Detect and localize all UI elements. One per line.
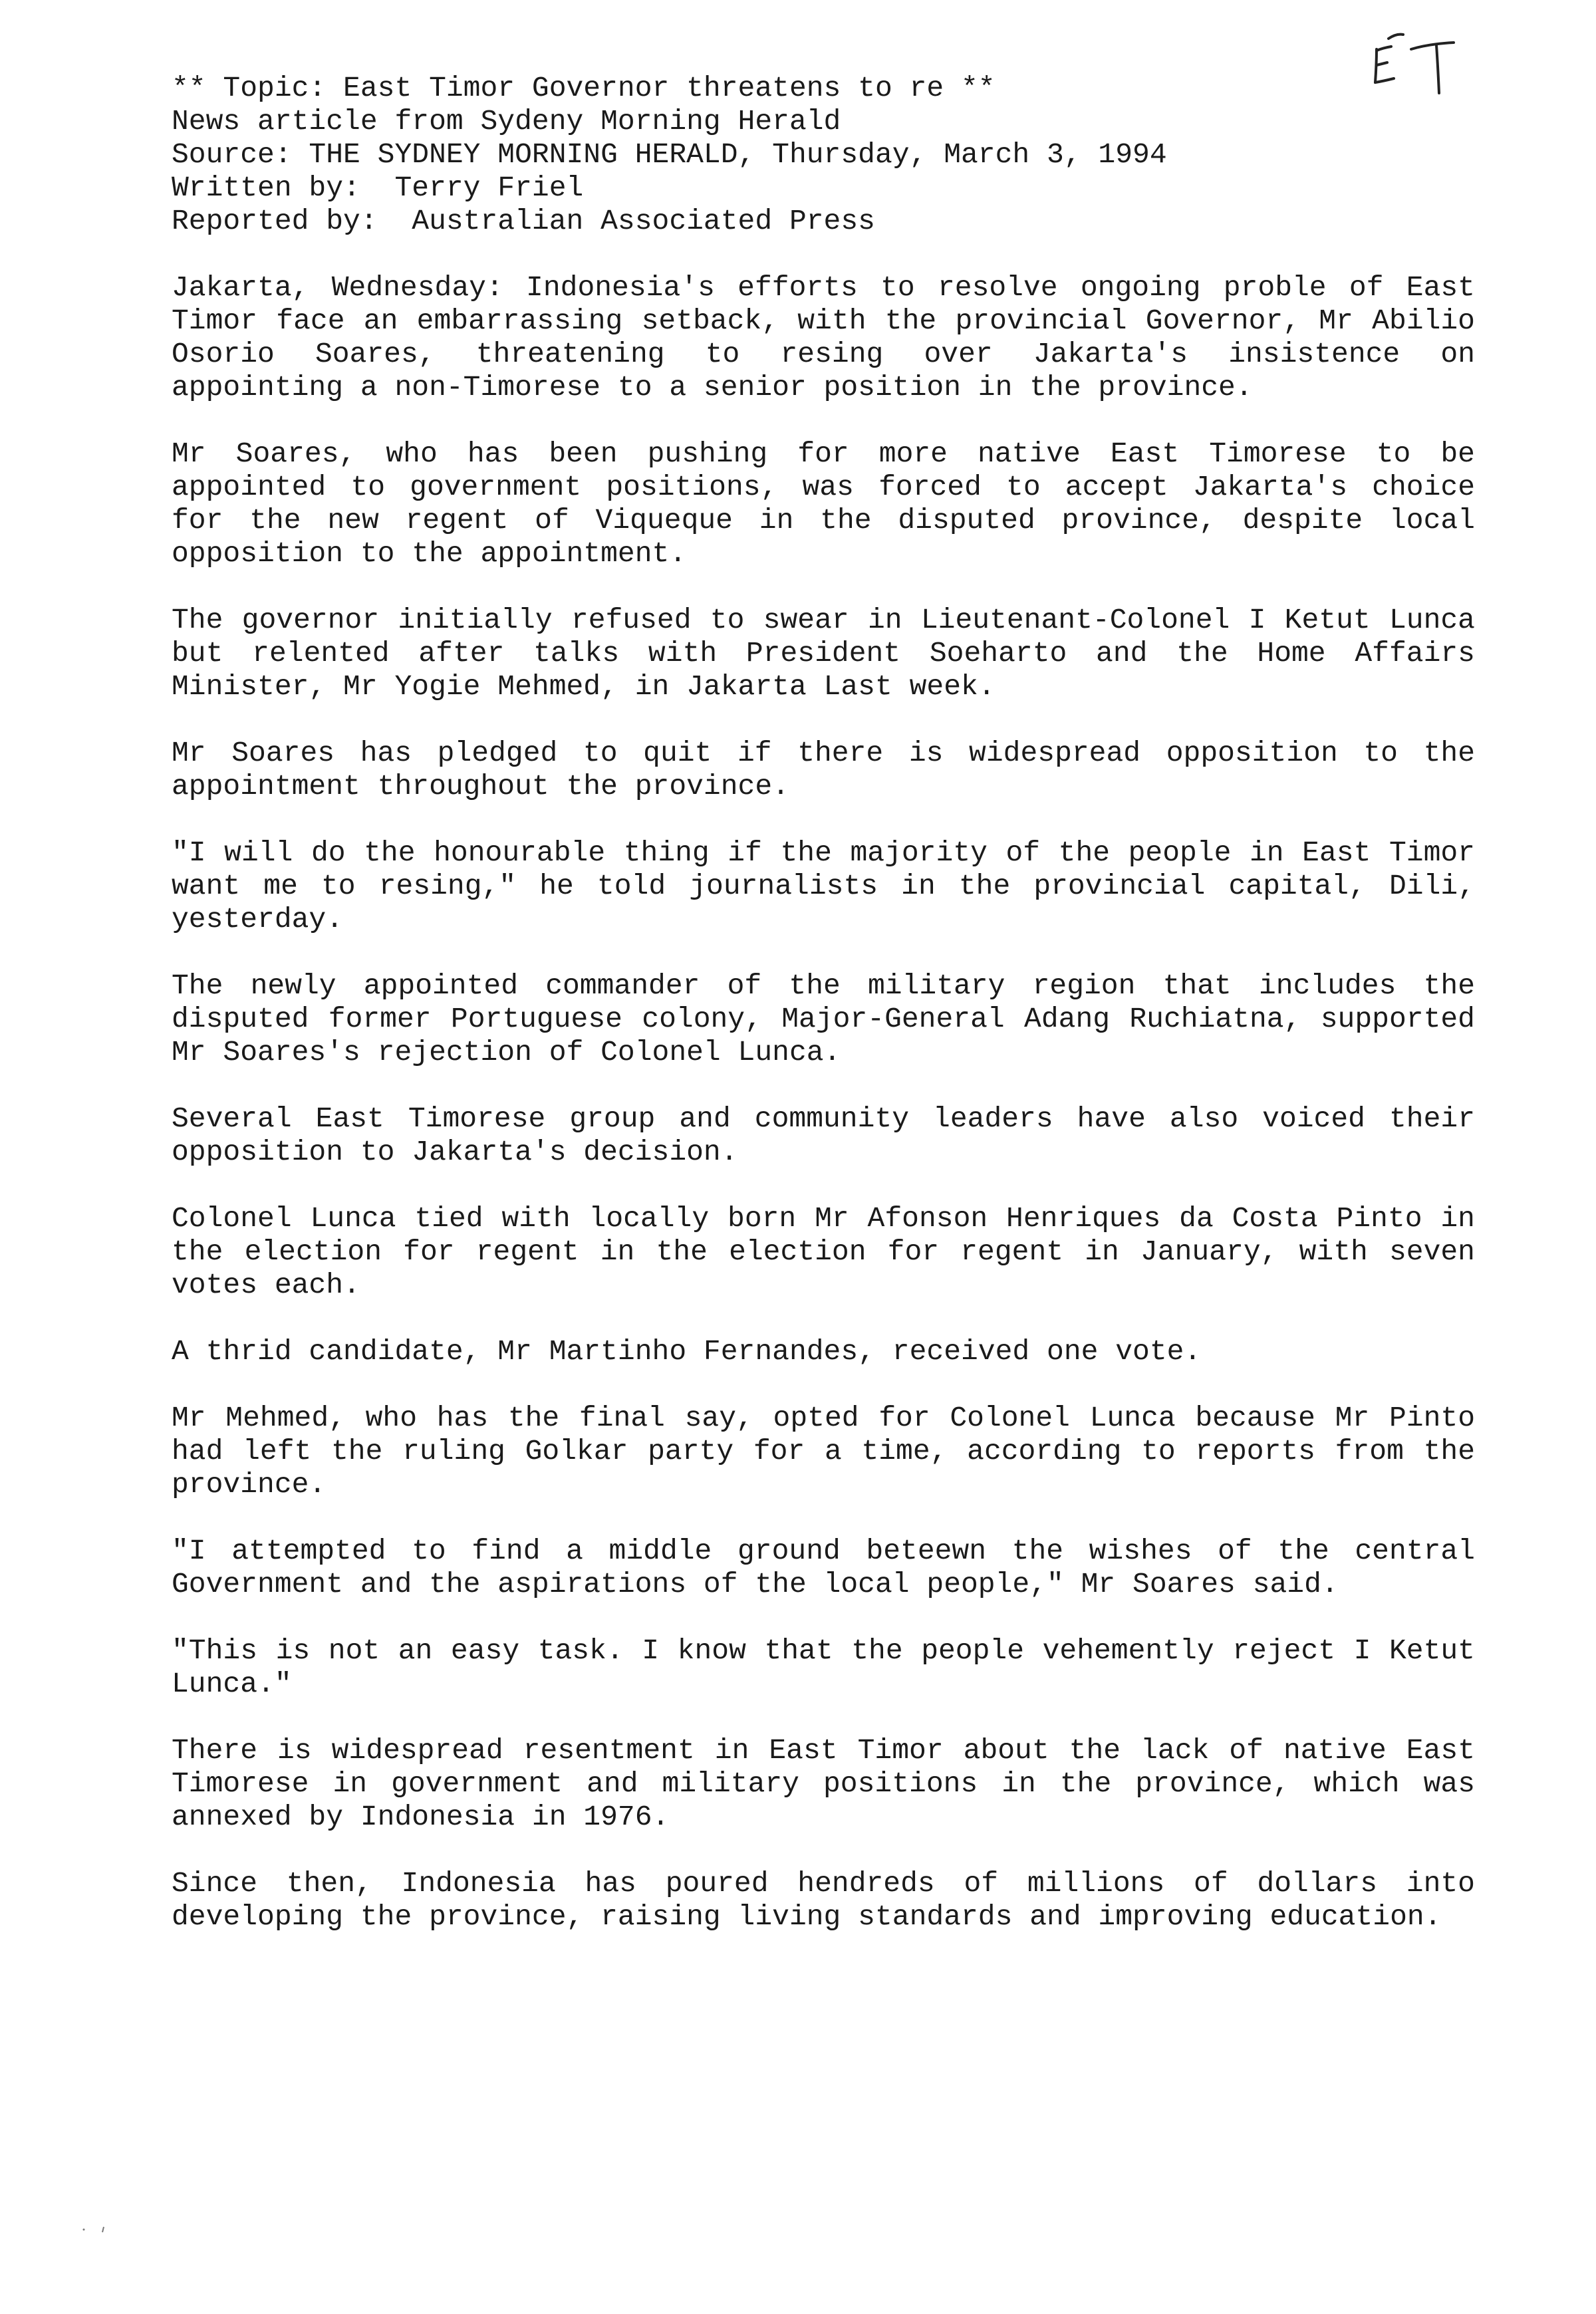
- paragraph: Jakarta, Wednesday: Indonesia's efforts to resolve ongoing proble of East Timor face an embarrassing setback, with the provincial Governor, Mr Abilio Osorio Soares, threatening to resing over Jakarta's insistence on appointing a non-Timorese to a senior position in the province.: [172, 271, 1475, 404]
- paragraph: "I attempted to find a middle ground beteewn the wishes of the central Government and the aspirations of the local people," Mr Soares said.: [172, 1535, 1475, 1601]
- paragraph: "I will do the honourable thing if the majority of the people in East Timor want me to resing," he told journalists in the provincial capital, Dili, yesterday.: [172, 836, 1475, 936]
- article-body: [172, 271, 1475, 1967]
- paragraph: The governor initially refused to swear in Lieutenant-Colonel I Ketut Lunca but relented after talks with President Soeharto and the Home Affairs Minister, Mr Yogie Mehmed, in Jakarta Last week.: [172, 604, 1475, 703]
- paragraph: "This is not an easy task. I know that the people vehemently reject I Ketut Lunca.": [172, 1634, 1475, 1700]
- paragraph: Colonel Lunca tied with locally born Mr Afonson Henriques da Costa Pinto in the election for regent in the election for regent in January, with seven votes each.: [172, 1202, 1475, 1301]
- paragraph: Mr Soares has pledged to quit if there is widespread opposition to the appointment throughout the province.: [172, 737, 1475, 803]
- paragraph: A thrid candidate, Mr Martinho Fernandes, received one vote.: [172, 1335, 1202, 1368]
- news-line: News article from Sydeny Morning Herald: [172, 105, 841, 138]
- paragraph: Since then, Indonesia has poured hendreds of millions of dollars into developing the province, raising living standards and improving education.: [172, 1867, 1475, 1933]
- topic-line: ** Topic: East Timor Governor threatens to re **: [172, 72, 996, 104]
- source-line: Source: THE SYDNEY MORNING HERALD, Thursday, March 3, 1994: [172, 138, 1167, 171]
- article-header: [172, 72, 1475, 238]
- scan-artifact: [81, 2226, 108, 2233]
- written-by-line: Written by: Terry Friel: [172, 172, 584, 204]
- paragraph: Mr Soares, who has been pushing for more native East Timorese to be appointed to government positions, was forced to accept Jakarta's choice for the new regent of Viqueque in the disputed province, despite local opposition to the appointment.: [172, 438, 1475, 570]
- paragraph: The newly appointed commander of the military region that includes the disputed former Portuguese colony, Major-General Adang Ruchiatna, supported Mr Soares's rejection of Colonel Lunca.: [172, 969, 1475, 1069]
- paragraph: Mr Mehmed, who has the final say, opted for Colonel Lunca because Mr Pinto had left the ruling Golkar party for a time, according to reports from the province.: [172, 1402, 1475, 1501]
- paragraph: Several East Timorese group and community leaders have also voiced their opposition to Jakarta's decision.: [172, 1102, 1475, 1168]
- paragraph: There is widespread resentment in East Timor about the lack of native East Timorese in government and military positions in the province, which was annexed by Indonesia in 1976.: [172, 1734, 1475, 1833]
- reported-by-line: Reported by: Australian Associated Press: [172, 205, 875, 237]
